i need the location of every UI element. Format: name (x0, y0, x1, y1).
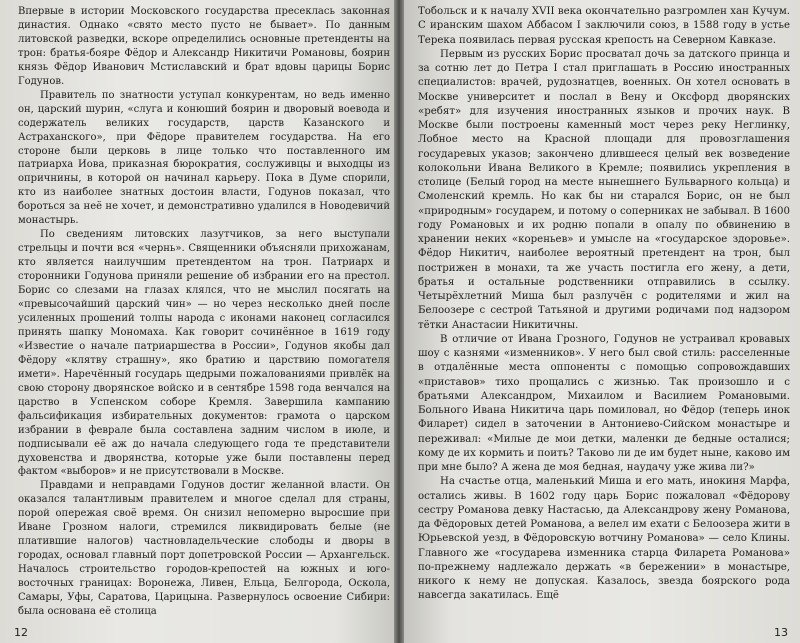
left-paragraph-3: По сведениям литовских лазутчиков, за него выступали стрельцы и почти вся «чернь». Священники объясняли прихожанам, кто является наилучшим претендентом на трон. Патриарх и сторонники Годунова приняли решение об избрании его на престол. Борис со слезами на глазах клялся, что не мыслил посягать на «превысочайший царский чин» — но через несколько дней после усиленных прошений толпы народа с иконами наконец согласился принять шапку Мономаха. Как говорит сочинённое в 1619 году «Известие о начале патриаршества в России», Годунов якобы дал Фёдору «клятву страшну», яко братию и царствию помогателя имети». Наречённый государь щедрыми пожалованиями привлёк на свою сторону дворянское войско и в сентябре 1598 года венчался на царство в Успенском соборе Кремля. Завершила кампанию фальсификация избирательных документов: грамота о царском избрании в феврале была составлена задним числом в июле, и подписывали её аж до начала следующего года те представители духовенства и дворянства, которые уже были поставлены перед фактом «выборов» и не присутствовали в Москве. (18, 229, 390, 478)
left-page-number: 12 (14, 626, 28, 639)
left-paragraph-4: Правдами и неправдами Годунов достиг желанной власти. Он оказался талантливым правителем и многое сделал для страны, порой опережая своё время. Он снизил непомерно выросшие при Иване Грозном налоги, стремился ликвидировать белые (не платившие налогов) частновладельческие слободы и дворы в городах, основал главный порт допетровской России — Архангельск. Началось строительство городов-крепостей на южных и юго-восточных границах: Воронежа, Ливен, Ельца, Белгорода, Оскола, Самары, Уфы, Саратова, Царицына. Развернулось освоение Сибири: была основана её столица (18, 480, 390, 617)
right-page-number: 13 (774, 626, 788, 639)
right-paragraph-4: На счастье отца, маленький Миша и его мать, инокиня Марфа, остались живы. В 1602 году царь Борис пожаловал «Фёдорову сестру Романова девку Настасью, да Александрову жену Романова, да Фёдоровых детей Романова, а велел им ехати с Белоозера жити в Юрьевской уезд, в Фёдоровскую вотчину Романова» — село Клины. Главного же «государева изменника старца Филарета Романова» по-прежнему надлежало держать «в бережении» в монастыре, никого к нему не допуская. Казалось, звезда боярского рода навсегда закатилась. Ещё (418, 476, 790, 602)
right-page (404, 0, 800, 643)
right-paragraph-2: Первым из русских Борис просватал дочь за датского принца и за сотню лет до Петра I стал приглашать в Россию иностранных специалистов: врачей, рудознатцев, военных. Он хотел основать в Москве университет и послал в Вену и Оксфорд дворянских «ребят» для изучения иностранных языков и прочих наук. В Москве были построены каменный мост через реку Неглинку, Лобное место на Красной площади для провозглашения государевых указов; закончено длившееся целый век возведение колокольни Ивана Великого в Кремле; появились укрепления в столице (Белый город на месте нынешнего Бульварного кольца) и Смоленский кремль. Но как бы ни старался Борис, он не был «природным» государем, и потому о соперниках не забывал. В 1600 году Романовых и их родню попали в опалу по обвинению в хранении неких «кореньев» и умысле на «государское здоровье». Фёдор Никитич, наиболее вероятный претендент на трон, был пострижен в монахи, та же участь постигла его жену, а дети, братья и остальные родственники отправились в ссылку. Четырёхлетний Миша был разлучён с родителями и жил на Белоозере с сестрой Татьяной и другими родичами под надзором тётки Анастасии Никитичны. (418, 48, 790, 331)
left-page (0, 0, 394, 643)
book-gutter (394, 0, 404, 643)
left-paragraph-1: Впервые в истории Московского государства пресеклась законная династия. Однако «свято место пусто не бывает». По данным литовской разведки, вскоре определились основные претенденты на трон: братья-бояре Фёдор и Александр Никитичи Романовы, боярин князь Фёдор Иванович Мстиславский и брат вдовы царицы Борис Годунов. (18, 6, 390, 87)
right-paragraph-1: Тобольск и к началу XVII века окончательно разгромлен хан Кучум. С иранским шахом Аббасом I заключили союз, в 1588 году в устье Терека появилась первая русская крепость на Северном Кавказе. (418, 6, 790, 46)
left-paragraph-2: Правитель по знатности уступал конкурентам, но ведь именно он, царский шурин, «слуга и конюший боярин и дворовый воевода и содержатель великих государств, царств Казанского и Астраханского», при Фёдоре правителем государства. На его стороне были церковь в лице только что поставленного им патриарха Иова, приказная бюрократия, сослуживцы и выходцы из опричнины, в которой он начинал карьеру. Пока в Думе спорили, кто из наиболее знатных достоин власти, Годунов показал, что бороться за неё не хочет, и демонстративно удалился в Новодевичий монастырь. (18, 89, 390, 227)
right-paragraph-3: В отличие от Ивана Грозного, Годунов не устраивал кровавых шоу с казнями «изменников». У него был свой стиль: расселенные в отдалённые места оппоненты с помощью сопровождавших «приставов» тихо прощались с жизнью. Так произошло и с братьями Александром, Михаилом и Василием Романовыми. Больного Ивана Никитича царь помиловал, но Фёдор (теперь инок Филарет) сидел в заточении в Антониево-Сийском монастыре и переживал: «Милые де мои детки, маленки де бедные осталися; кому де их кормить и поить? Таково ли де им будет ныне, каково им при мне было? А жена де моя бедная, наудачу уже жива ли?» (418, 333, 790, 473)
